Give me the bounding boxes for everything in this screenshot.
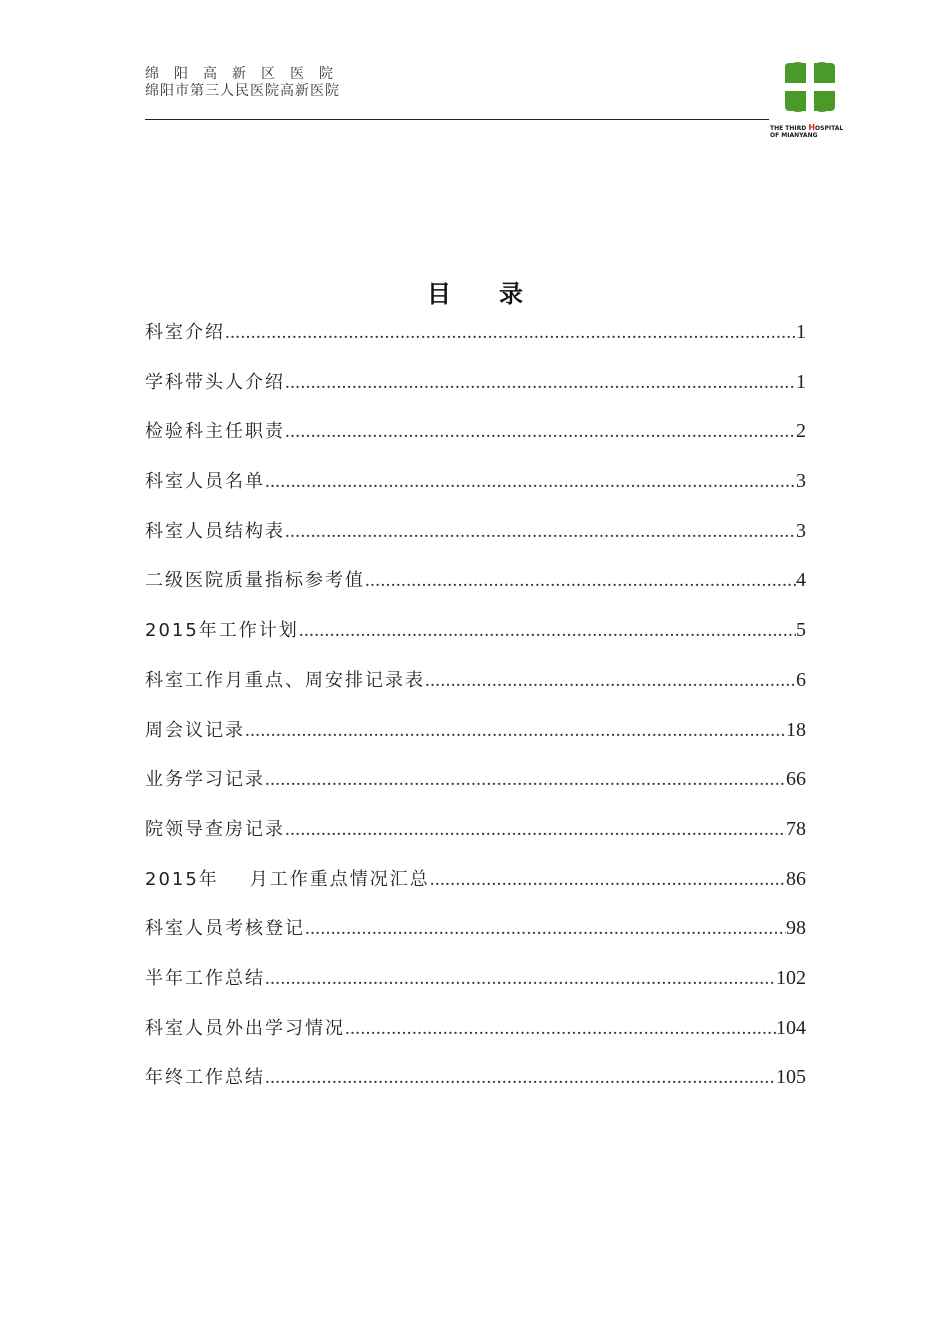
toc-entry-page: 105	[776, 1066, 806, 1089]
toc-title: 目录	[427, 280, 571, 308]
toc-entry-label: 科室人员考核登记	[145, 918, 305, 940]
toc-entry-page: 98	[786, 917, 806, 940]
toc-entry[interactable]	[145, 616, 806, 666]
toc-entry-label: 二级医院质量指标参考值	[145, 570, 365, 592]
logo-caption: THE THIRD HOSPITAL OF MIANYANG	[770, 123, 844, 139]
toc-entry-label: 科室人员结构表	[145, 520, 285, 542]
toc-entry[interactable]	[145, 865, 806, 915]
table-of-contents	[145, 318, 806, 1113]
toc-entry[interactable]	[145, 765, 806, 815]
toc-dot-leader	[285, 521, 796, 543]
toc-dot-leader	[425, 670, 796, 692]
toc-entry[interactable]	[145, 964, 806, 1014]
toc-entry-label: 科室人员外出学习情况	[145, 1017, 345, 1039]
toc-entry-page: 1	[796, 370, 806, 393]
toc-entry[interactable]	[145, 517, 806, 567]
toc-dot-leader	[285, 372, 796, 394]
toc-entry-label: 年终工作总结	[145, 1067, 265, 1089]
toc-entry[interactable]	[145, 666, 806, 716]
toc-entry-label: 半年工作总结	[145, 967, 265, 989]
toc-entry-label: 科室工作月重点、周安排记录表	[145, 669, 425, 691]
toc-entry-page: 102	[776, 966, 806, 989]
toc-entry[interactable]	[145, 1014, 806, 1064]
toc-entry-page: 104	[776, 1016, 806, 1039]
toc-entry-page: 4	[796, 569, 806, 592]
toc-dot-leader	[265, 1067, 776, 1089]
toc-entry[interactable]	[145, 467, 806, 517]
toc-dot-leader	[430, 869, 786, 891]
toc-entry-label: 2015年工作计划	[145, 620, 299, 642]
hospital-name: 绵阳高新区医院	[145, 66, 348, 82]
toc-entry-label: 学科带头人介绍	[145, 371, 285, 393]
toc-entry[interactable]	[145, 815, 806, 865]
toc-entry[interactable]	[145, 318, 806, 368]
toc-entry-page: 86	[786, 867, 806, 890]
toc-entry-label: 检验科主任职责	[145, 421, 285, 443]
toc-dot-leader	[365, 570, 796, 592]
toc-dot-leader	[345, 1018, 776, 1040]
toc-entry-label: 2015年 月工作重点情况汇总	[145, 868, 430, 890]
toc-entry-page: 6	[796, 668, 806, 691]
toc-entry-page: 5	[796, 619, 806, 642]
toc-entry-label: 周会议记录	[145, 719, 245, 741]
toc-entry[interactable]	[145, 417, 806, 467]
hospital-alias: 绵阳市第三人民医院高新医院	[145, 83, 340, 99]
toc-dot-leader	[265, 968, 776, 990]
toc-entry-page: 3	[796, 470, 806, 493]
toc-entry[interactable]	[145, 566, 806, 616]
toc-dot-leader	[265, 769, 786, 791]
toc-dot-leader	[285, 421, 796, 443]
toc-entry[interactable]	[145, 1063, 806, 1113]
toc-entry-page: 66	[786, 768, 806, 791]
toc-entry[interactable]	[145, 716, 806, 766]
toc-entry-label: 业务学习记录	[145, 769, 265, 791]
toc-entry-page: 18	[786, 718, 806, 741]
toc-entry-label: 院领导查房记录	[145, 818, 285, 840]
toc-dot-leader	[299, 620, 796, 642]
toc-entry-label: 科室介绍	[145, 322, 225, 343]
toc-entry-label: 科室人员名单	[145, 471, 265, 493]
toc-dot-leader	[245, 720, 786, 742]
toc-dot-leader	[265, 471, 796, 493]
toc-dot-leader	[285, 819, 786, 841]
toc-entry-page: 3	[796, 519, 806, 542]
toc-dot-leader	[225, 322, 796, 344]
toc-entry-page: 2	[796, 420, 806, 443]
page-header	[145, 66, 348, 100]
toc-entry-page: 78	[786, 817, 806, 840]
toc-entry[interactable]	[145, 368, 806, 418]
toc-entry-page: 1	[796, 321, 806, 343]
toc-entry[interactable]	[145, 914, 806, 964]
header-divider	[145, 119, 769, 120]
toc-dot-leader	[305, 918, 786, 940]
